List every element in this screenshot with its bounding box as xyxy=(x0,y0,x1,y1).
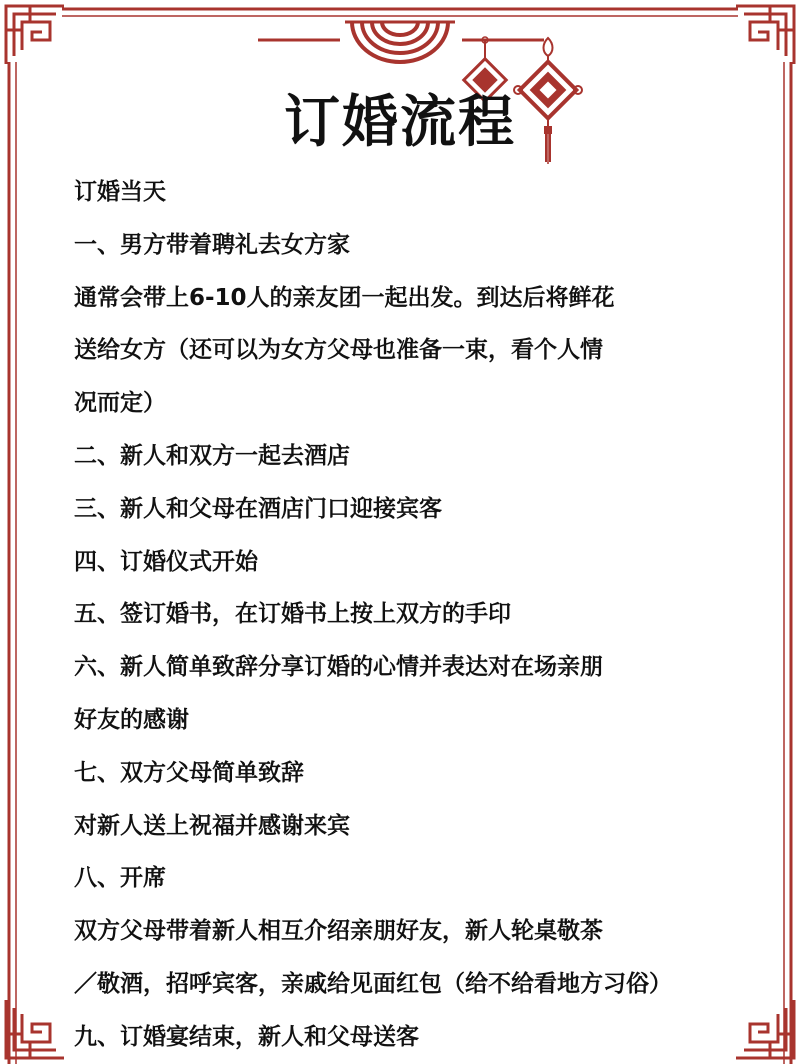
half-sun-fan-icon xyxy=(258,22,544,62)
page-title: 订婚流程 xyxy=(284,90,516,155)
step-2-heading: 二、新人和双方一起去酒店 xyxy=(74,442,350,469)
step-7-detail-line: 对新人送上祝福并感谢来宾 xyxy=(74,812,350,839)
lattice-corner-icon xyxy=(736,6,794,64)
lattice-corner-icon xyxy=(736,1000,794,1058)
step-7-heading: 七、双方父母简单致辞 xyxy=(74,759,304,786)
step-1-detail-line: 送给女方（还可以为女方父母也准备一束，看个人情 xyxy=(74,337,603,364)
step-5-heading: 五、签订婚书，在订婚书上按上双方的手印 xyxy=(74,601,511,628)
step-1-detail-line: 通常会带上6-10人的亲友团一起出发。到达后将鲜花 xyxy=(74,284,615,311)
step-9-heading: 九、订婚宴结束，新人和父母送客 xyxy=(74,1023,419,1050)
step-8-detail-line: ／敬酒，招呼宾客，亲戚给见面红包（给不给看地方习俗） xyxy=(74,970,672,997)
lattice-corner-icon xyxy=(6,6,64,64)
lattice-corner-icon xyxy=(6,1000,64,1058)
step-1-heading: 一、男方带着聘礼去女方家 xyxy=(74,231,350,258)
document-body xyxy=(74,166,734,1064)
step-3-heading: 三、新人和父母在酒店门口迎接宾客 xyxy=(74,495,442,522)
step-6-heading: 六、新人简单致辞分享订婚的心情并表达对在场亲朋 xyxy=(74,654,603,681)
step-8-heading: 八、开席 xyxy=(74,865,166,892)
section-heading-day: 订婚当天 xyxy=(74,179,166,205)
step-6-detail-line: 好友的感谢 xyxy=(74,706,189,733)
step-8-detail-line: 双方父母带着新人相互介绍亲朋好友，新人轮桌敬茶 xyxy=(74,918,603,945)
step-1-detail-line: 况而定） xyxy=(74,390,166,417)
step-4-heading: 四、订婚仪式开始 xyxy=(74,548,258,575)
